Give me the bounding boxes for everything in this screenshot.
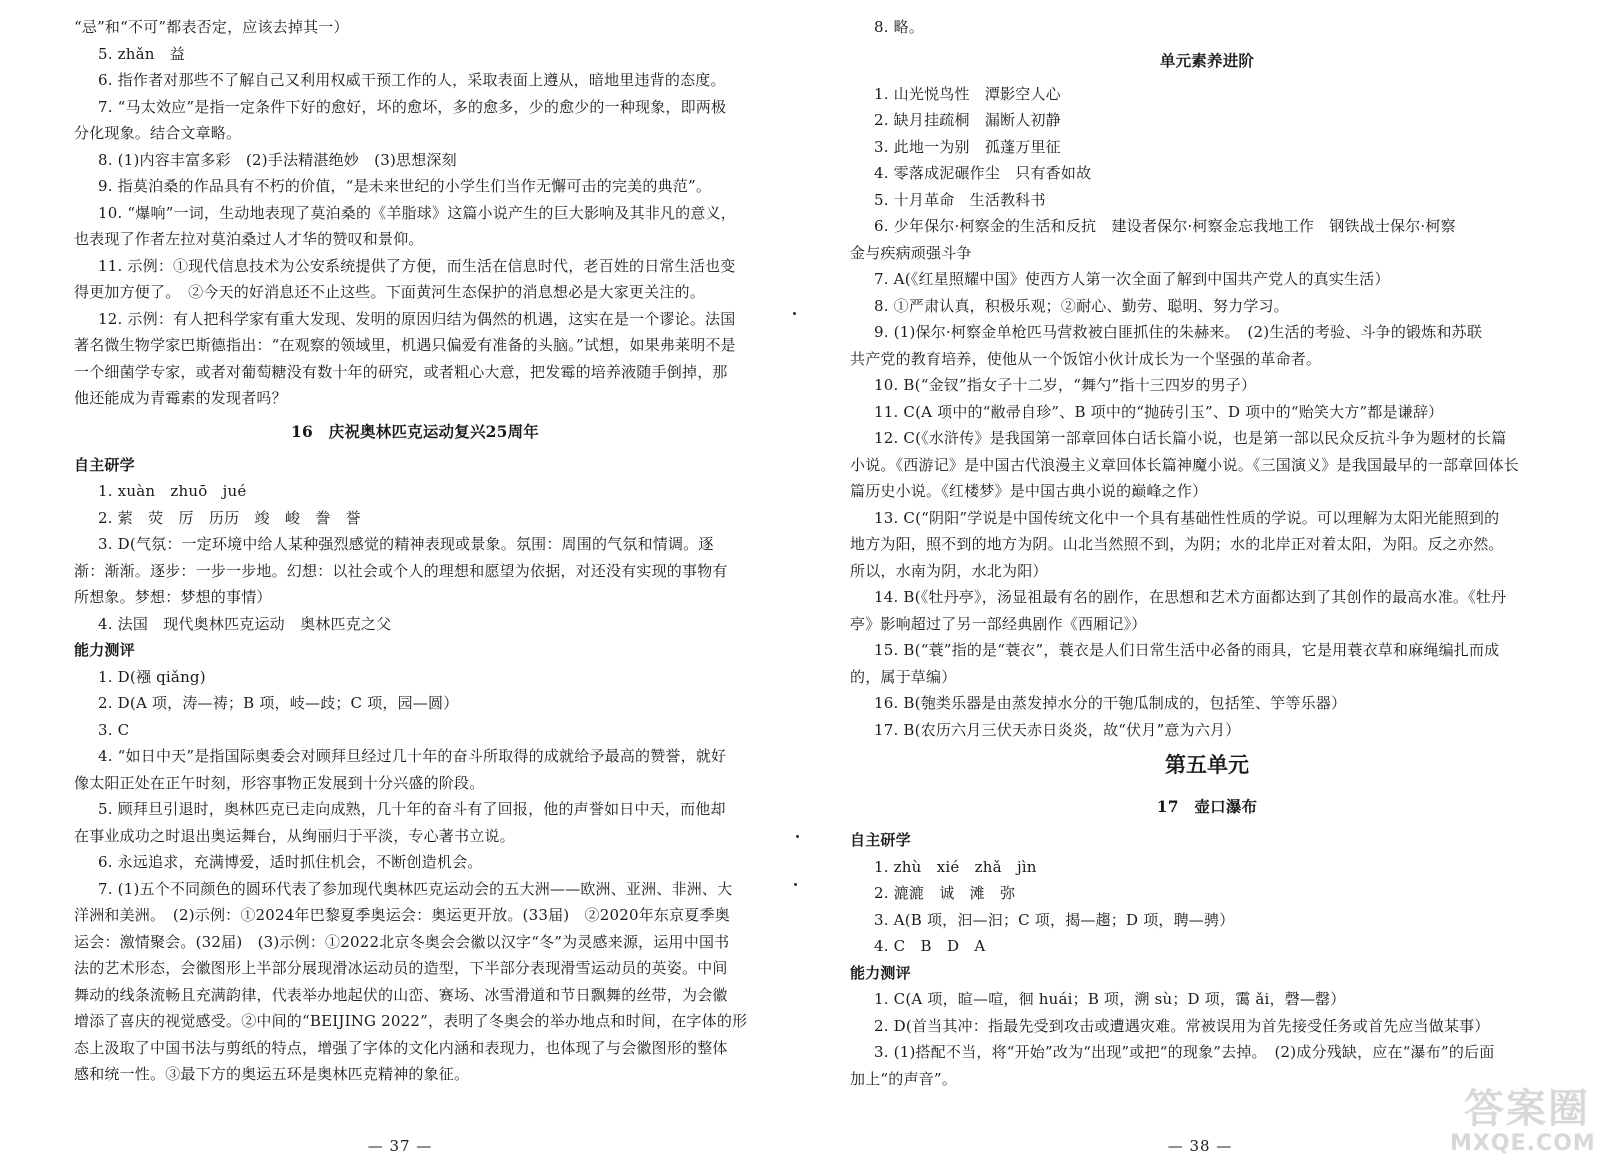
text-line: 1. 山光悦鸟性 潭影空人心 xyxy=(874,84,1061,103)
text-line: 篇历史小说。《红楼梦》是中国古典小说的巅峰之作） xyxy=(850,482,1208,500)
binding-dot xyxy=(796,835,799,838)
text-line: 3. 此地一为别 孤蓬万里征 xyxy=(874,137,1061,156)
unit-heading: 第五单元 xyxy=(1165,753,1249,777)
text-line: 4. C B D A xyxy=(874,937,986,955)
text-line: 7. A(《红星照耀中国》使西方人第一次全面了解到中国共产党人的真实生活） xyxy=(874,270,1390,288)
text-line: 所以，水南为阴，水北为阳） xyxy=(850,561,1048,580)
text-line: 渐：渐渐。逐步：一步一步地。幻想：以社会或个人的理想和愿望为依据，对还没有实现的事物有 xyxy=(74,561,728,580)
section-title: 17 壶口瀑布 xyxy=(1156,797,1258,816)
text-line: 增添了喜庆的视觉感受。②中间的“BEIJING 2022”，表明了冬奥会的举办地点和时间，在字体的形 xyxy=(74,1012,748,1030)
text-line: 分化现象。结合文章略。 xyxy=(74,124,242,142)
text-line: 13. C(“阴阳”学说是中国传统文化中一个具有基础性性质的学说。可以理解为太阳光能照到的 xyxy=(874,508,1500,527)
text-line: 金与疾病顽强斗争 xyxy=(850,243,972,262)
text-line: 12. C(《水浒传》是我国第一部章回体白话长篇小说，也是第一部以民众反抗斗争为题材的长篇 xyxy=(874,429,1507,447)
text-line: 5. zhǎn 益 xyxy=(98,44,186,63)
page-number-left: — 37 — xyxy=(367,1137,433,1155)
text-line: 7. “马太效应”是指一定条件下好的愈好，坏的愈坏，多的愈多，少的愈少的一种现象，即两极 xyxy=(98,97,727,116)
text-line: 9. 指莫泊桑的作品具有不朽的价值，“是未来世纪的小学生们当作无懈可击的完美的典范”。 xyxy=(98,177,712,195)
text-line: 10. “爆响”一词，生动地表现了莫泊桑的《羊脂球》这篇小说产生的巨大影响及其非凡的意义， xyxy=(98,203,736,222)
binding-dot xyxy=(793,312,796,315)
text-line: 6. 永远追求，充满博爱，适时抓住机会，不断创造机会。 xyxy=(98,853,483,871)
text-line: 加上“的声音”。 xyxy=(850,1069,957,1088)
left-page-body xyxy=(74,14,756,1088)
text-line: 2. 缺月挂疏桐 漏断人初静 xyxy=(874,111,1061,129)
text-line: 2. 漉漉 诚 滩 弥 xyxy=(874,884,1016,902)
text-line: “忌”和“不可”都表否定，应该去掉其一） xyxy=(74,18,349,36)
text-line: 11. C(A 项中的“敝帚自珍”、B 项中的“抛砖引玉”、D 项中的“贻笑大方”都是谦辞） xyxy=(874,402,1444,421)
text-line: 地方为阳，照不到的地方为阴。山北当然照不到，为阴；水的北岸正对着太阳，为阳。反之亦然。 xyxy=(850,535,1504,553)
text-line: 1. C(A 项，暄—喧，徊 huái；B 项，溯 sù；D 项，霭 ǎi，磬—罄） xyxy=(874,990,1346,1008)
text-line: 8. 略。 xyxy=(874,18,925,36)
text-line: 舞动的线条流畅且充满韵律，代表举办地起伏的山峦、赛场、冰雪滑道和节日飘舞的丝带，为会徽 xyxy=(74,985,728,1004)
text-line: 运会：激情聚会。(32届) (3)示例：①2022北京冬奥会会徽以汉字“冬”为灵感来源，运用中国书 xyxy=(74,932,730,951)
subsection-heading: 能力测评 xyxy=(850,963,911,982)
text-line: 在事业成功之时退出奥运舞台，从绚丽归于平淡，专心著书立说。 xyxy=(74,826,515,845)
page-number-right: — 38 — xyxy=(1167,1137,1233,1155)
section-title: 16 庆祝奥林匹克运动复兴25周年 xyxy=(290,421,540,441)
text-line: 3. (1)搭配不当，将“开始”改为“出现”或把“的现象”去掉。 (2)成分残缺，应在“瀑布”的后面 xyxy=(874,1043,1495,1061)
right-page xyxy=(800,0,1600,1171)
watermark-bottom-text: MXQE.COM xyxy=(1450,1131,1596,1156)
binding-dot xyxy=(794,883,797,886)
text-line: 8. (1)内容丰富多彩 (2)手法精湛绝妙 (3)思想深刻 xyxy=(98,150,457,169)
text-line: 所想象。梦想：梦想的事情） xyxy=(74,588,272,606)
watermark-top-text: 答案圈 xyxy=(1464,1086,1590,1132)
text-line: 17. B(农历六月三伏天赤日炎炎，故“伏月”意为六月） xyxy=(874,720,1241,739)
text-line: 4. 零落成泥碾作尘 只有香如故 xyxy=(874,164,1092,182)
text-line: 一个细菌学专家，或者对葡萄糖没有数十年的研究，或者粗心大意，把发霉的培养液随手倒掉，那 xyxy=(74,362,728,381)
text-line: 3. C xyxy=(98,720,130,739)
text-line: 感和统一性。③最下方的奥运五环是奥林匹克精神的象征。 xyxy=(74,1065,470,1083)
text-line: 2. 萦 荧 厉 历历 竣 峻 誊 誉 xyxy=(98,508,361,527)
text-line: 5. 顾拜旦引退时，奥林匹克已走向成熟，几十年的奋斗有了回报，他的声誉如日中天，而他却 xyxy=(98,800,726,818)
subsection-heading: 自主研学 xyxy=(850,831,911,849)
text-line: 8. ①严肃认真，积极乐观；②耐心、勤劳、聪明、努力学习。 xyxy=(874,296,1289,315)
text-line: 11. 示例：①现代信息技术为公安系统提供了方便，而生活在信息时代，老百姓的日常生活也变 xyxy=(98,256,736,275)
text-line: 共产党的教育培养，使他从一个饭馆小伙计成长为一个坚强的革命者。 xyxy=(850,349,1322,368)
text-line: 1. D(襁 qiǎng) xyxy=(98,667,206,686)
right-page-body xyxy=(850,14,1564,1092)
text-line: 15. B(“蓑”指的是“蓑衣”，蓑衣是人们日常生活中必备的雨具，它是用蓑衣草和麻绳编扎而成 xyxy=(874,641,1500,659)
text-line: 7. (1)五个不同颜色的圆环代表了参加现代奥林匹克运动会的五大洲——欧洲、亚洲、非洲、大 xyxy=(98,879,733,898)
text-line: 他还能成为青霉素的发现者吗？ xyxy=(74,389,287,407)
text-line: 4. 法国 现代奥林匹克运动 奥林匹克之父 xyxy=(98,614,392,633)
text-line: 也表现了作者左拉对莫泊桑过人才华的赞叹和景仰。 xyxy=(74,230,424,248)
text-line: 9. (1)保尔·柯察金单枪匹马营救被白匪抓住的朱赫来。 (2)生活的考验、斗争的锻炼和苏联 xyxy=(874,323,1483,341)
text-line: 5. 十月革命 生活教科书 xyxy=(874,190,1046,209)
text-line: 1. xuàn zhuō jué xyxy=(98,482,247,500)
text-line: 6. 指作者对那些不了解自己又利用权威干预工作的人，采取表面上遵从，暗地里违背的态度。 xyxy=(98,71,726,89)
text-line: 6. 少年保尔·柯察金的生活和反抗 建设者保尔·柯察金忘我地工作 钢铁战士保尔·柯察 xyxy=(874,217,1456,235)
text-line: 3. D(气氛：一定环境中给人某种强烈感觉的精神表现或景象。氛围：周围的气氛和情调。逐 xyxy=(98,535,714,553)
text-line: 小说。《西游记》是中国古代浪漫主义章回体长篇神魔小说。《三国演义》是我国最早的一部章回体长 xyxy=(850,455,1520,474)
text-line: 法的艺术形态，会徽图形上半部分展现滑冰运动员的造型，下半部分表现滑雪运动员的英姿。中间 xyxy=(74,959,728,977)
text-line: 4. “如日中天”是指国际奥委会对顾拜旦经过几十年的奋斗所取得的成就给予最高的赞誉，就好 xyxy=(98,747,727,765)
text-line: 16. B(匏类乐器是由蒸发掉水分的干匏瓜制成的，包括笙、竽等乐器） xyxy=(874,694,1347,712)
watermark-logo xyxy=(1450,1086,1596,1163)
text-line: 14. B(《牡丹亭》，汤显祖最有名的剧作，在思想和艺术方面都达到了其创作的最高水准。《牡丹 xyxy=(874,588,1507,606)
text-line: 态上汲取了中国书法与剪纸的特点，增强了字体的文化内涵和表现力，也体现了与会徽图形的整体 xyxy=(74,1038,728,1057)
text-line: 3. A(B 项，汩—汩；C 项，揭—趨；D 项，聘—骋） xyxy=(874,910,1235,929)
text-line: 2. D(首当其冲：指最先受到攻击或遭遇灾难。常被误用为首先接受任务或首先应当做某事） xyxy=(874,1016,1490,1035)
section-title: 单元素养进阶 xyxy=(1159,50,1255,70)
text-line: 著名微生物学家巴斯德指出：“在观察的领域里，机遇只偏爱有准备的头脑。”试想，如果弗莱明不是 xyxy=(74,336,736,354)
text-line: 的，属于草编） xyxy=(850,667,957,686)
subsection-heading: 能力测评 xyxy=(74,641,135,659)
subsection-heading: 自主研学 xyxy=(74,455,135,474)
text-line: 2. D(A 项，涛—祷；B 项，岐—歧；C 项，园—圆） xyxy=(98,694,459,712)
text-line: 像太阳正处在正午时刻，形容事物正发展到十分兴盛的阶段。 xyxy=(74,773,485,792)
text-line: 洋洲和美洲。 (2)示例：①2024年巴黎夏季奥运会：奥运更开放。(33届) ②2020年东京夏季奥 xyxy=(74,906,730,924)
text-line: 亭》影响超过了另一部经典剧作《西厢记》） xyxy=(850,614,1147,633)
text-line: 12. 示例：有人把科学家有重大发现、发明的原因归结为偶然的机遇，这实在是一个谬论。法国 xyxy=(98,309,736,328)
text-line: 10. B(“金钗”指女子十二岁，“舞勺”指十三四岁的男子） xyxy=(874,376,1257,394)
text-line: 得更加方便了。 ②今天的好消息还不止这些。下面黄河生态保护的消息想必是大家更关注的。 xyxy=(74,283,705,301)
text-line: 1. zhù xié zhǎ jìn xyxy=(874,857,1037,876)
